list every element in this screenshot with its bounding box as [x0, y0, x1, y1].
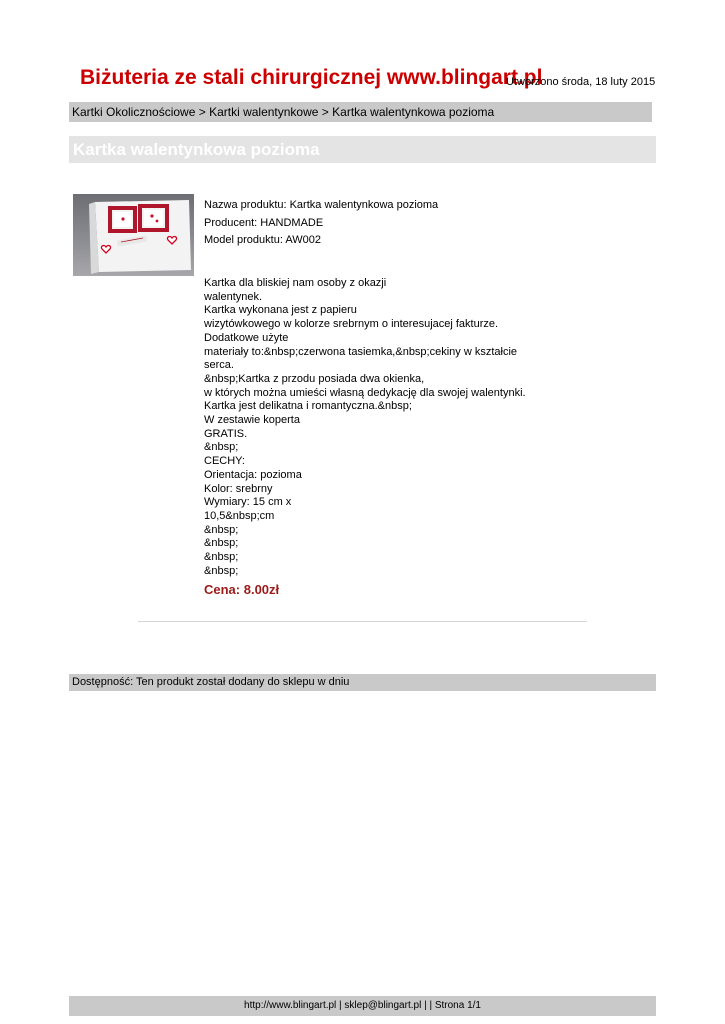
description-line: &nbsp; [204, 523, 239, 536]
breadcrumb-separator: > [318, 105, 333, 119]
description-line: &nbsp; [204, 537, 239, 550]
product-specs [204, 197, 438, 250]
product-image[interactable] [73, 194, 194, 276]
breadcrumb-item-kartki-walentynkowe[interactable]: Kartki walentynkowe [209, 105, 319, 119]
breadcrumb-item-current[interactable]: Kartka walentynkowa pozioma [332, 105, 495, 119]
breadcrumb [69, 102, 652, 122]
spec-producer: Producent: HANDMADE [204, 216, 324, 229]
product-price: Cena: 8.00zł [204, 582, 280, 597]
description-line: walentynek. [204, 290, 263, 303]
valentine-card-photo [73, 194, 194, 276]
availability-bar: Dostępność: Ten produkt został dodany do sklepu w dniu [69, 674, 656, 691]
breadcrumb-item-kartki-okolicznosciowe[interactable]: Kartki Okolicznościowe [72, 105, 196, 119]
description-line: &nbsp;Kartka z przodu posiada dwa okienka, [204, 372, 425, 385]
description-line: Kartka wykonana jest z papieru [204, 304, 357, 317]
description-line: Kolor: srebrny [204, 482, 273, 495]
spec-product-name: Nazwa produktu: Kartka walentynkowa pozioma [204, 199, 439, 211]
description-line: &nbsp; [204, 551, 239, 564]
description-line: W zestawie koperta [204, 414, 300, 427]
product-heading: Kartka walentynkowa pozioma [69, 136, 656, 163]
description-line: Orientacja: pozioma [204, 468, 302, 481]
divider [138, 621, 587, 622]
description-line: &nbsp; [204, 564, 239, 577]
description-line: wizytówkowego w kolorze srebrnym o interesujacej fakturze. [204, 318, 499, 331]
description-line: GRATIS. [204, 427, 248, 440]
description-line: Kartka dla bliskiej nam osoby z okazji [204, 277, 387, 289]
description-line: Kartka jest delikatna i romantyczna.&nbsp; [204, 400, 412, 413]
site-title: Biżuteria ze stali chirurgicznej www.blingart.pl [80, 66, 543, 89]
page-footer: http://www.blingart.pl | sklep@blingart.pl | | Strona 1/1 [69, 996, 656, 1016]
description-line: 10,5&nbsp;cm [204, 509, 275, 522]
created-date: Utworzono środa, 18 luty 2015 [506, 76, 656, 88]
description-line: &nbsp; [204, 441, 239, 454]
description-line: Wymiary: 15 cm x [204, 496, 292, 509]
description-line: w których można umieści własną dedykację dla swojej walentynki. [204, 386, 526, 399]
spec-model: Model produktu: AW002 [204, 234, 321, 246]
product-description [204, 277, 526, 578]
description-line: CECHY: [204, 455, 245, 468]
breadcrumb-separator: > [195, 105, 210, 119]
description-line: Dodatkowe użyte [204, 331, 289, 344]
description-line: serca. [204, 359, 234, 372]
description-line: materiały to:&nbsp;czerwona tasiemka,&nbsp;cekiny w kształcie [204, 345, 518, 358]
